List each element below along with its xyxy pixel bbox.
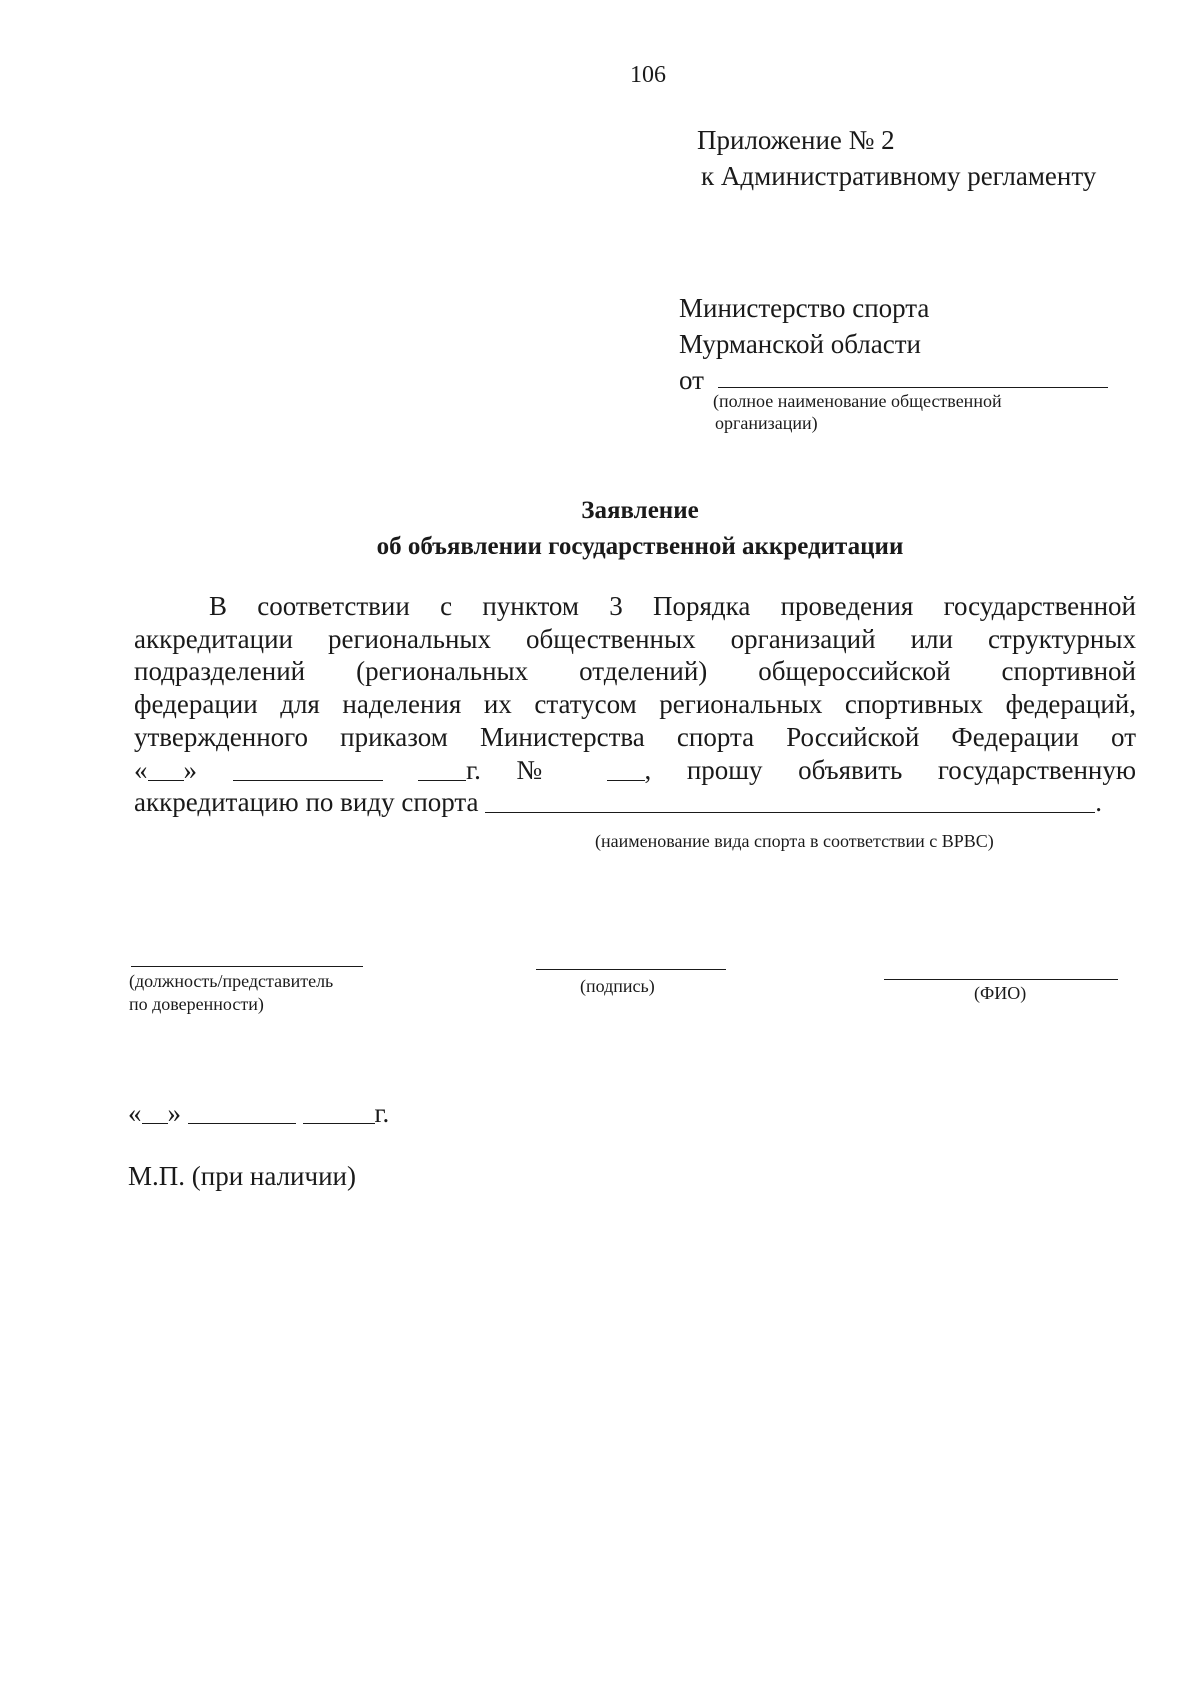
date-year-suffix: г. [374, 1098, 390, 1128]
title-line-1: Заявление [581, 497, 699, 524]
organization-name-field[interactable] [718, 369, 1108, 388]
fio-label: (ФИО) [974, 983, 1027, 1003]
addressee-block [679, 290, 1108, 398]
close-quote: » [183, 754, 197, 785]
addressee-ministry: Министерство спорта [679, 293, 930, 323]
number-sign: № [516, 754, 571, 785]
signing-month-field[interactable] [188, 1103, 296, 1124]
order-number-field[interactable] [607, 760, 645, 781]
sport-label: аккредитацию по виду спорта [134, 787, 479, 818]
signature-line[interactable] [536, 969, 726, 970]
position-label-line-2: по доверенности) [129, 994, 264, 1014]
body-line-4: федерации для наделения их статусом региональных спортивных федераций, [134, 689, 1136, 720]
title-line-2: об объявлении государственной аккредитации [376, 533, 904, 560]
body-line-5: утвержденного приказом Министерства спорта Российской Федерации от [134, 721, 1136, 752]
organization-hint-line-1: (полное наименование общественной [713, 391, 1002, 411]
body-line-1: В соответствии с пунктом 3 Порядка проведения государственной [209, 591, 1136, 621]
signing-day-field[interactable] [142, 1103, 168, 1124]
order-month-field[interactable] [233, 760, 383, 781]
signing-year-field[interactable] [303, 1103, 375, 1124]
appendix-header [697, 122, 1096, 194]
stamp-note: М.П. (при наличии) [128, 1161, 356, 1191]
open-quote: « [134, 754, 148, 785]
sport-name-field[interactable] [485, 792, 1095, 813]
appendix-reference: к Административному регламенту [701, 161, 1097, 191]
from-label: от [679, 365, 704, 395]
document-title [0, 493, 1200, 565]
position-label [129, 970, 333, 1016]
body-line-3: подразделений (региональных отделений) общероссийской спортивной [134, 656, 1136, 687]
application-body [134, 590, 1136, 819]
body-line-6-tail: , прошу объявить государственную [644, 754, 1137, 785]
appendix-number: Приложение № 2 [697, 125, 895, 155]
year-suffix: г. [466, 754, 481, 785]
sport-name-hint: (наименование вида спорта в соответствии с ВРВС) [595, 831, 994, 851]
fio-signature-line[interactable] [884, 979, 1118, 980]
date-open-quote: « [128, 1098, 142, 1128]
body-line-6 [134, 754, 1136, 787]
organization-hint-line-2: организации) [715, 413, 818, 433]
order-year-field[interactable] [418, 760, 466, 781]
order-day-field[interactable] [148, 760, 184, 781]
addressee-region: Мурманской области [679, 329, 921, 359]
line-end-period: . [1095, 787, 1103, 818]
signature-label: (подпись) [580, 976, 655, 996]
body-line-2: аккредитации региональных общественных организаций или структурных [134, 623, 1136, 654]
body-line-7 [134, 786, 1136, 819]
position-signature-line[interactable] [131, 966, 363, 967]
organization-name-hint [713, 390, 1002, 434]
position-label-line-1: (должность/представитель [129, 971, 334, 991]
date-close-quote: » [167, 1098, 181, 1128]
page-number: 106 [630, 62, 666, 88]
signing-date [128, 1098, 389, 1129]
